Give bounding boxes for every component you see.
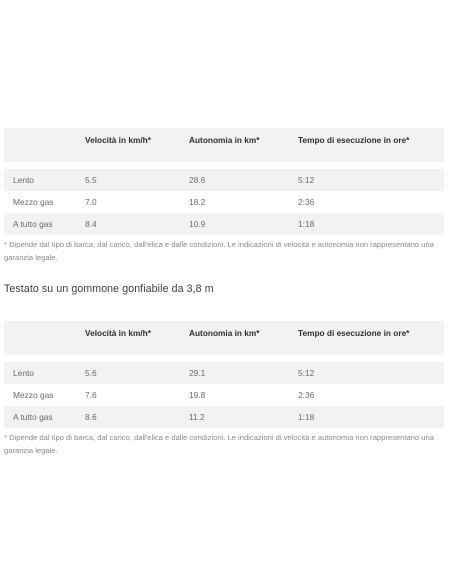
footnote: * Dipende dal tipo di barca, dal carico, dall'elica e dalle condizioni. Le indicazioni di velocità e autonomia non rappresentano una garanzia legale.	[4, 433, 434, 455]
table-row	[4, 169, 444, 191]
runtime-value: 2:36	[298, 390, 315, 400]
range-value: 18.2	[189, 197, 206, 207]
row-label: Lento	[13, 368, 34, 378]
row-label: A tutto gas	[13, 412, 53, 422]
header-spacer	[4, 162, 444, 169]
table-row	[4, 362, 444, 384]
table-row	[4, 406, 444, 428]
table-row	[4, 384, 444, 406]
table-header-row	[4, 321, 444, 355]
table-row	[4, 213, 444, 235]
speed-value: 7.0	[85, 197, 97, 207]
runtime-value: 1:18	[298, 219, 315, 229]
range-value: 28.6	[189, 175, 206, 185]
table-header-row	[4, 128, 444, 162]
performance-table-1	[4, 128, 444, 235]
header-cell-speed: Velocità in km/h*	[85, 135, 151, 145]
speed-value: 5.6	[85, 368, 97, 378]
row-label: Mezzo gas	[13, 197, 54, 207]
range-value: 10.9	[189, 219, 206, 229]
speed-value: 7.6	[85, 390, 97, 400]
header-cell-runtime: Tempo di esecuzione in ore*	[298, 328, 410, 338]
header-spacer	[4, 355, 444, 362]
performance-table-2	[4, 321, 444, 428]
row-label: Lento	[13, 175, 34, 185]
runtime-value: 5:12	[298, 368, 315, 378]
section-title: Testato su un gommone gonfiabile da 3,8 m	[4, 283, 214, 295]
header-cell-range: Autonomia in km*	[189, 135, 260, 145]
row-label: A tutto gas	[13, 219, 53, 229]
table-row	[4, 191, 444, 213]
header-cell-speed: Velocità in km/h*	[85, 328, 151, 338]
range-value: 29.1	[189, 368, 206, 378]
runtime-value: 1:18	[298, 412, 315, 422]
runtime-value: 2:36	[298, 197, 315, 207]
header-cell-range: Autonomia in km*	[189, 328, 260, 338]
speed-value: 8.4	[85, 219, 97, 229]
range-value: 11.2	[189, 412, 205, 422]
header-cell-runtime: Tempo di esecuzione in ore*	[298, 135, 410, 145]
footnote: * Dipende dal tipo di barca, dal carico, dall'elica e dalle condizioni. Le indicazioni di velocità e autonomia non rappresentano una garanzia legale.	[4, 240, 434, 262]
range-value: 19.8	[189, 390, 206, 400]
speed-value: 5.5	[85, 175, 97, 185]
runtime-value: 5:12	[298, 175, 315, 185]
row-label: Mezzo gas	[13, 390, 54, 400]
speed-value: 8.6	[85, 412, 97, 422]
